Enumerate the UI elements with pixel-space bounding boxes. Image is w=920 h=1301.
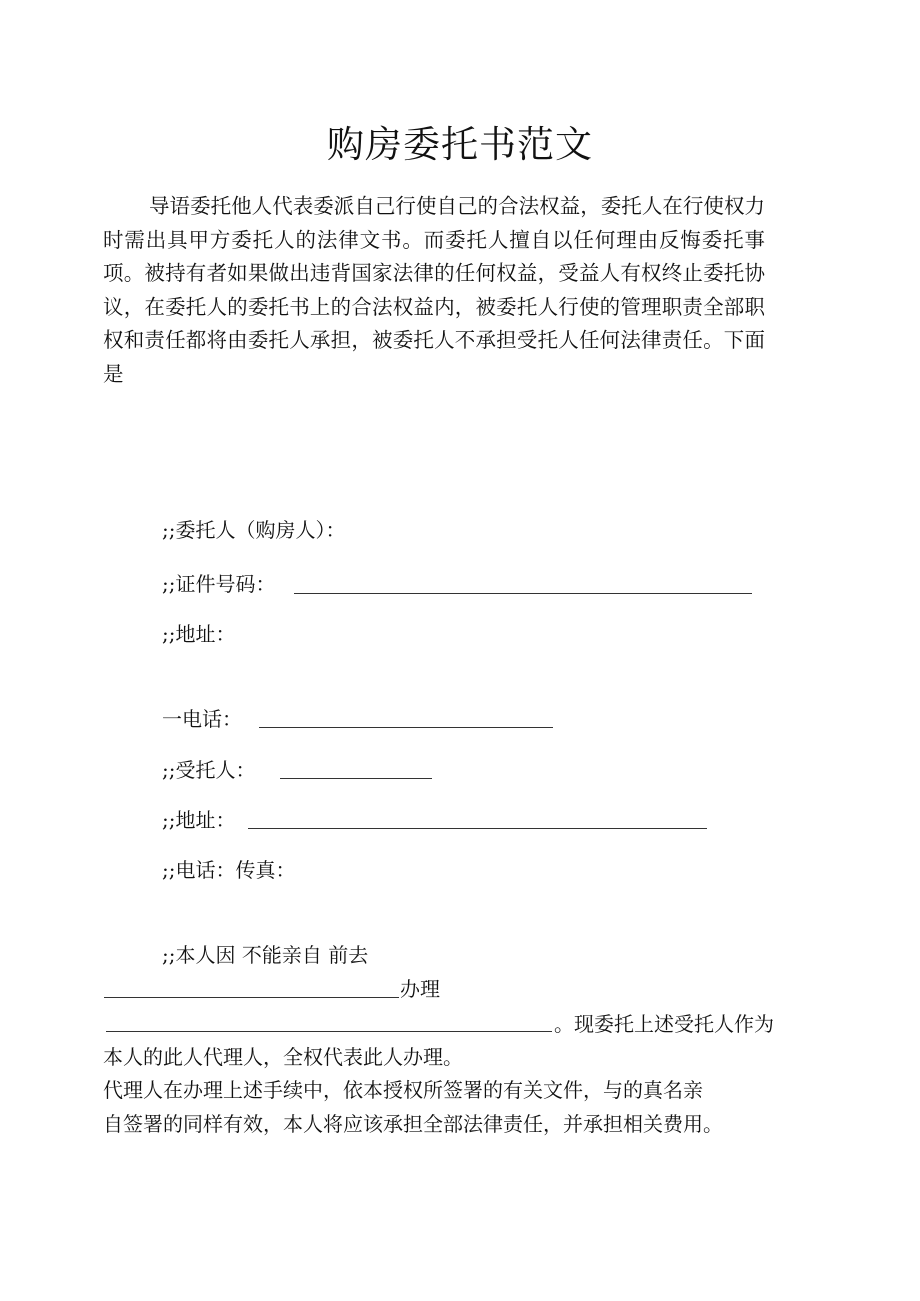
entrust-tail: 。现委托上述受托人作为 <box>554 1012 774 1036</box>
authorization-line: 本人的此人代理人，全权代表此人办理。 <box>103 1045 463 1069</box>
validity-line-1: 代理人在办理上述手续中，依本授权所签署的有关文件，与的真名亲 <box>103 1078 703 1102</box>
agent-name-blank[interactable] <box>280 778 432 779</box>
principal-phone-label: 一电话： <box>162 707 242 731</box>
agent-address-blank[interactable] <box>248 828 707 829</box>
id-number-label: ;;证件号码： <box>162 572 276 596</box>
document-title: 购房委托书范文 <box>327 123 593 166</box>
principal-phone-blank[interactable] <box>259 727 553 728</box>
agent-label: ;;受托人： <box>162 758 256 782</box>
validity-line-2: 自签署的同样有效，本人将应该承担全部法律责任，并承担相关费用。 <box>103 1112 723 1136</box>
principal-address-label: ;;地址： <box>162 622 236 646</box>
destination-blank[interactable] <box>104 997 399 998</box>
matter-blank[interactable] <box>106 1031 552 1032</box>
id-number-blank[interactable] <box>294 593 752 594</box>
agent-address-label: ;;地址： <box>162 808 236 832</box>
handle-word: 办理 <box>400 977 440 1001</box>
intro-paragraph: 导语委托他人代表委派自己行使自己的合法权益，委托人在行使权力时需出具甲方委托人的法律文书。而委托人擅自以任何理由反悔委托事项。被持有者如果做出违背国家法律的任何权益，受益人有权终止委托协议，在委托人的委托书上的合法权益内，被委托人行使的管理职责全部职权和责任都将由委托人承担，被委托人不承担受托人任何法律责任。下面是 <box>103 194 765 386</box>
agent-phone-fax-label: ;;电话：传真： <box>162 858 296 882</box>
reason-line: ;;本人因 不能亲自 前去 <box>162 943 369 967</box>
principal-label: ;;委托人（购房人）： <box>162 518 346 542</box>
